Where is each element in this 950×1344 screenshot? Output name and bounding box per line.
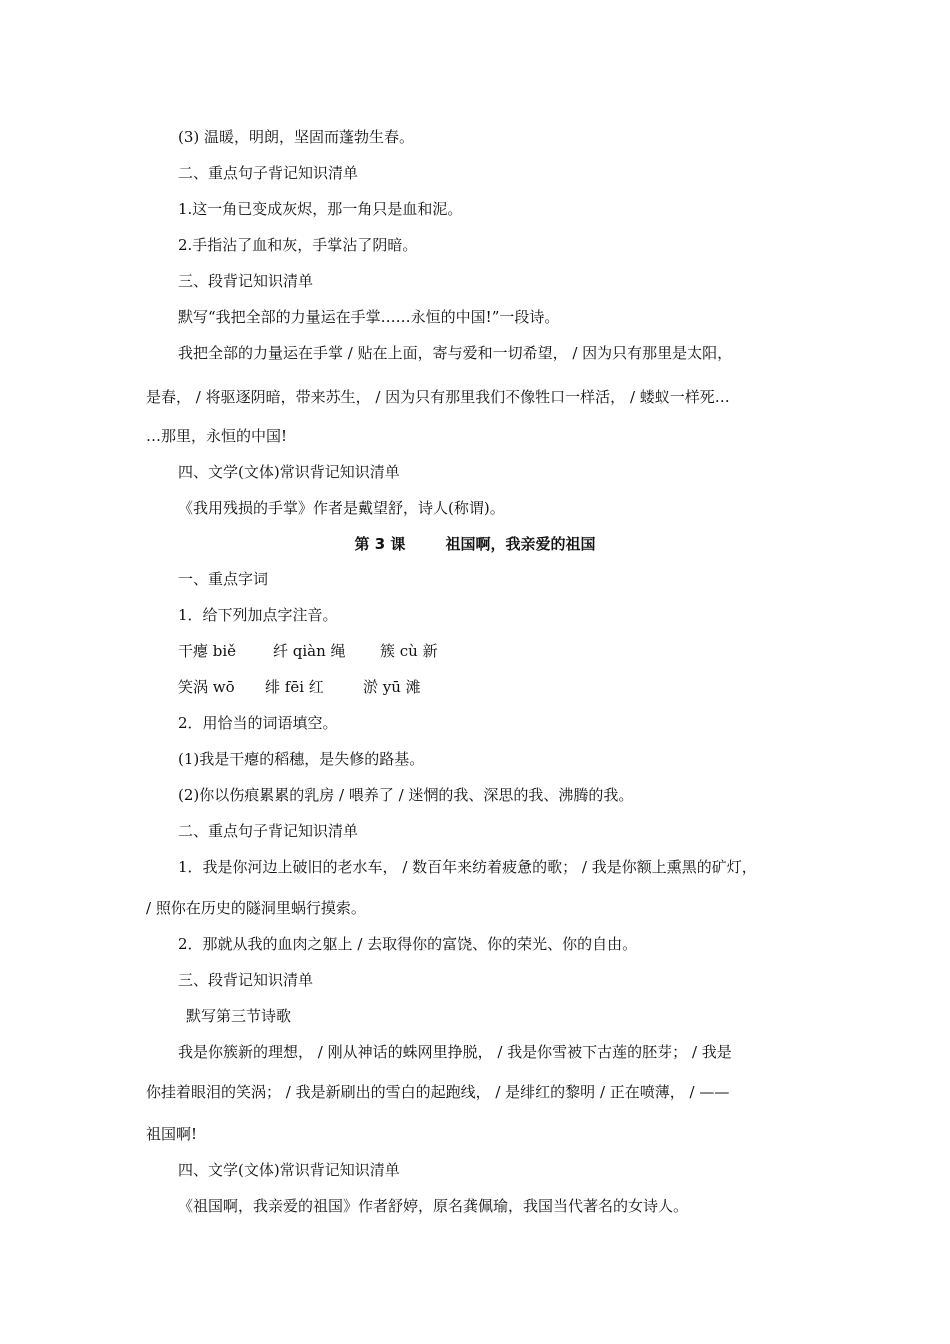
sentence-2: 2.手指沾了血和灰，手掌沾了阴暗。: [178, 236, 418, 254]
literature-note: 《我用残损的手掌》作者是戴望舒，诗人(称谓)。: [178, 499, 505, 517]
section-heading-literature: 四、文学(文体)常识背记知识清单: [178, 1161, 400, 1179]
question-1: 1．给下列加点字注音。: [178, 606, 338, 624]
poem-line-3: 祖国啊!: [146, 1125, 198, 1143]
sentence-1: 1．我是你河边上破旧的老水车， / 数百年来纺着疲惫的歌； / 我是你额上熏黑的矿灯，: [178, 858, 757, 876]
literature-note: 《祖国啊，我亲爱的祖国》作者舒婷，原名龚佩瑜，我国当代著名的女诗人。: [178, 1197, 689, 1215]
fill-answer-2: (2)你以伤痕累累的乳房 / 喂养了 / 迷惘的我、深思的我、沸腾的我。: [178, 786, 634, 804]
section-heading-paragraph: 三、段背记知识清单: [178, 971, 314, 989]
question-2: 2．用恰当的词语填空。: [178, 714, 338, 732]
lesson-title: [0, 534, 950, 554]
lesson-name: 祖国啊，我亲爱的祖国: [445, 535, 596, 553]
poem-line-2: 是春， / 将驱逐阴暗，带来苏生， / 因为只有那里我们不像牲口一样活， / 蝼蚁一样死…: [146, 388, 730, 406]
section-heading-sentences: 二、重点句子背记知识清单: [178, 822, 359, 840]
dictation-instruction: 默写第三节诗歌: [186, 1007, 292, 1025]
poem-line-1: 我把全部的力量运在手掌 / 贴在上面，寄与爱和一切希望， / 因为只有那里是太阳，: [178, 344, 733, 362]
section-heading-words: 一、重点字词: [178, 570, 269, 588]
pinyin-item: 绯 fēi 红: [265, 678, 324, 696]
pinyin-item: 淤 yū 滩: [363, 678, 421, 696]
poem-line-1: 我是你簇新的理想， / 刚从神话的蛛网里挣脱， / 我是你雪被下古莲的胚芽； / 我是: [178, 1043, 732, 1061]
section-heading-sentences: 二、重点句子背记知识清单: [178, 164, 359, 182]
sentence-1-continued: / 照你在历史的隧洞里蜗行摸索。: [146, 899, 366, 917]
pinyin-item: 簇 cù 新: [380, 642, 438, 660]
pinyin-item: 干瘪 biě: [178, 642, 237, 660]
fill-answer-1: (1)我是干瘪的稻穗，是失修的路基。: [178, 750, 425, 768]
pinyin-item: 纤 qiàn 绳: [273, 642, 346, 660]
pinyin-item: 笑涡 wō: [178, 678, 235, 696]
section-heading-paragraph: 三、段背记知识清单: [178, 272, 314, 290]
dictation-instruction: 默写“我把全部的力量运在手掌……永恒的中国!”一段诗。: [178, 308, 560, 326]
sentence-2: 2．那就从我的血肉之躯上 / 去取得你的富饶、你的荣光、你的自由。: [178, 935, 638, 953]
lesson-number: 第 3 课: [354, 535, 406, 553]
poem-line-3: …那里，永恒的中国!: [146, 427, 288, 445]
sentence-1: 1.这一角已变成灰烬，那一角只是血和泥。: [178, 200, 463, 218]
item-3: (3) 温暖，明朗，坚固而蓬勃生春。: [178, 128, 415, 146]
poem-line-2: 你挂着眼泪的笑涡； / 我是新刷出的雪白的起跑线， / 是绯红的黎明 / 正在喷薄， / ——: [146, 1083, 730, 1101]
section-heading-literature: 四、文学(文体)常识背记知识清单: [178, 463, 400, 481]
